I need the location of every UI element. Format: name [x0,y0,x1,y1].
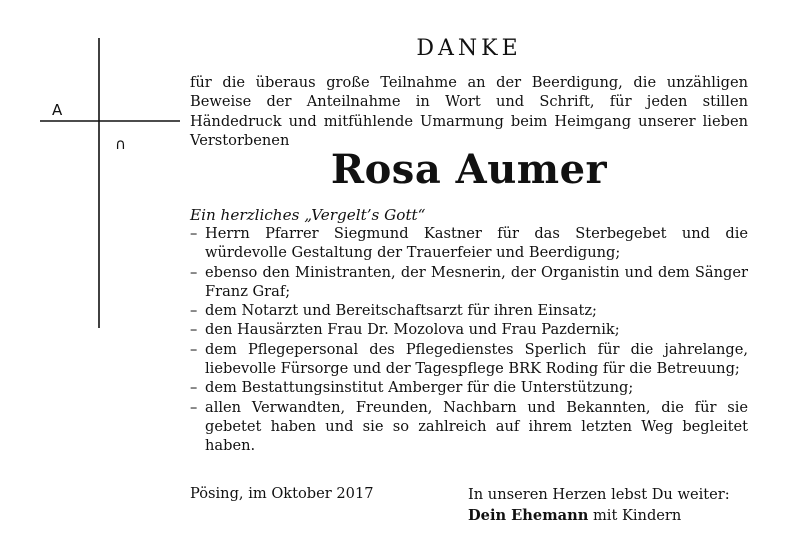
signature-rest: mit Kindern [588,507,682,524]
list-item-text: Herrn Pfarrer Siegmund Kastner für das Sterbegebet und die würdevolle Gestaltung der Trauerfeier und Beerdigung; [205,225,748,262]
intro-paragraph: für die überaus große Teilnahme an der Beerdigung, die unzähligen Beweise der Anteilnahme in Wort und Schrift, für jeden stillen Händedruck und mitfühlende Umarmung beim Heimgang unserer lieben Verstorbenen [190,74,748,149]
list-item [190,224,748,263]
list-item-text: ebenso den Ministranten, der Mesnerin, der Organistin und dem Sänger Franz Graf; [205,263,748,300]
list-item [190,398,748,456]
list-dash: – [190,379,198,397]
list-item-text: dem Pflegepersonal des Pflegedienstes Sperlich für die jahrelange, liebevolle Fürsorge und der Tagespflege BRK Roding für die Betreuung; [205,340,748,378]
list-item [190,301,748,320]
list-dash: – [190,340,198,358]
list-item-text: allen Verwandten, Freunden, Nachbarn und Bekannten, die für sie gebetet haben und sie so zahlreich auf ihrem letzten Weg begleitet haben. [205,398,748,455]
list-dash: – [190,321,198,339]
alpha-letter: A [52,101,63,119]
page-title: DANKE [416,36,522,61]
list-item [190,320,748,339]
list-item-text: dem Notarzt und Bereitschaftsarzt für ihren Einsatz; [205,302,597,320]
list-item-text: dem Bestattungsinstitut Amberger für die Unterstützung; [205,379,634,397]
list-item [190,263,748,302]
alpha-omega-cross-icon [40,38,180,328]
closing-line: In unseren Herzen lebst Du weiter: [468,486,730,503]
signature-bold: Dein Ehemann [468,507,589,524]
list-dash: – [190,302,198,320]
list-item [190,340,748,379]
signature-line [468,505,730,526]
signature-block [468,484,730,526]
thanks-list [190,224,748,456]
list-dash: – [190,398,198,416]
omega-letter: ∩ [115,135,126,153]
place-date: Pösing, im Oktober 2017 [190,485,374,502]
deceased-name: Rosa Aumer [330,146,608,193]
list-item [190,378,748,397]
list-dash: – [190,263,198,281]
list-item-text: den Hausärzten Frau Dr. Mozolova und Frau Pazdernik; [205,321,620,339]
list-dash: – [190,225,198,242]
thanks-heading: Ein herzliches „Vergelt’s Gott“ [190,206,426,224]
